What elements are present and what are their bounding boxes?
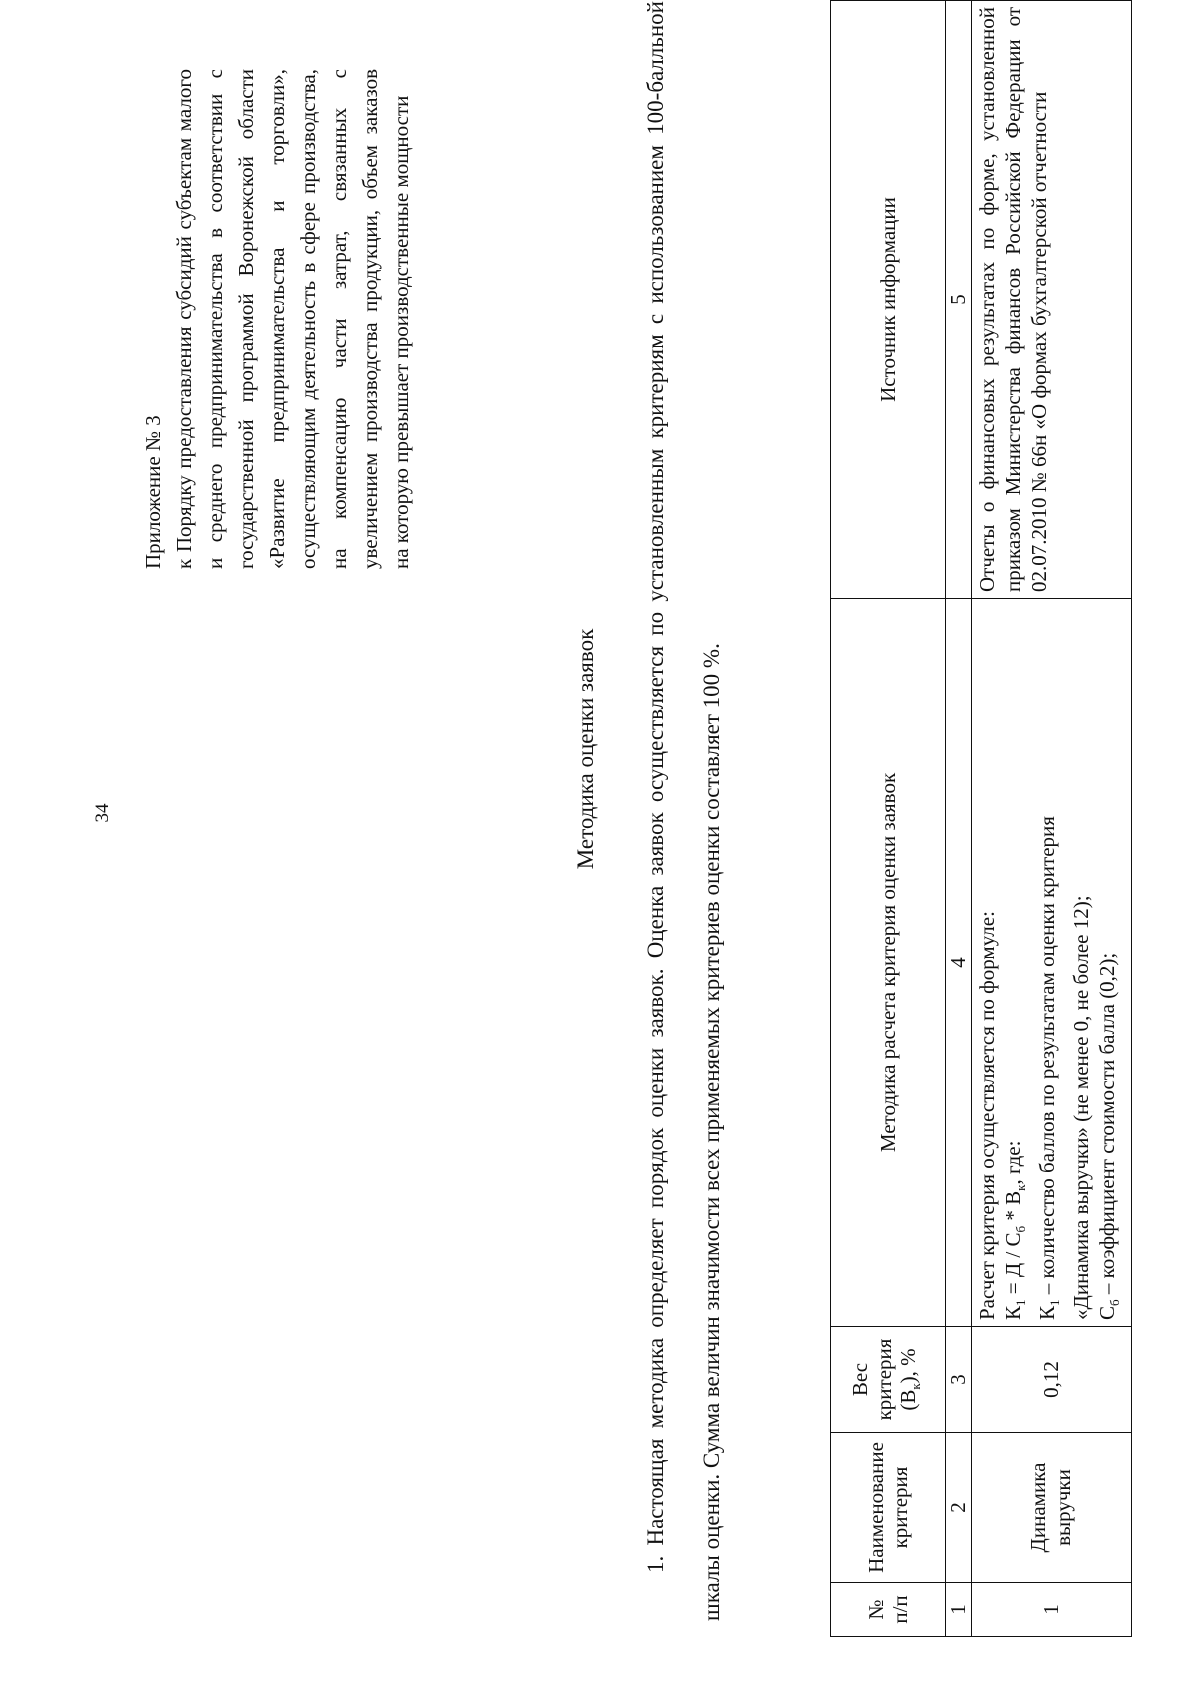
row-source <box>972 1 1132 599</box>
header-name <box>831 1433 946 1583</box>
header-weight-line3: $(В_к)$, % <box>895 1348 924 1411</box>
header-name-line1: Наименование <box>864 1442 888 1573</box>
header-num <box>831 1583 946 1637</box>
column-number: 1 <box>946 1583 972 1637</box>
formula-line2: $К_1 = Д / С_б * В_к$, где: <box>1001 1140 1029 1320</box>
header-num-line2: п/п <box>888 1595 912 1624</box>
row-num: 1 <box>972 1583 1132 1637</box>
header-method: Методика расчета критерия оценки заявок <box>831 599 946 1327</box>
header-weight-line2: критерия <box>871 1338 896 1421</box>
row-weight: 0,12 <box>972 1327 1132 1433</box>
table-header-row <box>831 1 946 1637</box>
column-number: 3 <box>946 1327 972 1433</box>
row-name-line2: выручки <box>1051 1469 1076 1546</box>
intro-paragraph <box>628 1 740 1621</box>
row-name <box>972 1433 1132 1583</box>
annex-text: к Порядку предоставления субсидий субъектам малого и среднего предпринимательства в соответствии с государственной программой Воронежской области «Развитие предпринимательства и торговли», осуществляющим деятельность в сфере производства, на компенсацию части затрат, связанных с увеличением производства продукции, объем заказов на которую превышает производственные мощности <box>172 69 413 569</box>
row-formula <box>972 599 1132 1327</box>
formula-line5: $С_б$ – коэффициент стоимости балла (0,2); <box>1095 952 1123 1320</box>
annex-heading: Приложение № 3 <box>141 415 165 569</box>
intro-text: 1. Настоящая методика определяет порядок оценки заявок. Оценка заявок осуществляется по установленным критериям с использованием 100-балльной шкалы оценки. Сумма величин значимости всех применяемых критериев оценки составляет 100 %. <box>643 1 724 1621</box>
header-weight <box>831 1327 946 1433</box>
formula-line4: «Динамика выручки» (не менее 0, не более 12); <box>1069 895 1094 1320</box>
table-row <box>972 1 1132 1637</box>
column-number: 5 <box>946 1 972 599</box>
annex-block <box>138 69 417 569</box>
header-name-line2: критерия <box>888 1466 912 1549</box>
formula-line3: $К_1$ – количество баллов по результатам оценки критерия <box>1035 816 1063 1320</box>
source-text: Отчеты о финансовых результатах по форме, установленной приказом Министерства финансов Российской Федерации от 02.07.2010 № 66н «О формах бухгалтерской отчетности <box>975 7 1051 592</box>
document-title: Методика оценки заявок <box>573 628 598 870</box>
column-number: 2 <box>946 1433 972 1583</box>
page-number: 34 <box>92 803 113 823</box>
header-weight-line1: Вес <box>847 1362 872 1397</box>
header-num-line1: № <box>864 1599 888 1620</box>
column-number-row <box>946 1 972 1637</box>
header-source: Источник информации <box>831 1 946 599</box>
criteria-table <box>830 0 1132 1637</box>
column-number: 4 <box>946 599 972 1327</box>
formula-line1: Расчет критерия осуществляется по формуле: <box>975 911 999 1320</box>
row-name-line1: Динамика <box>1026 1462 1051 1553</box>
